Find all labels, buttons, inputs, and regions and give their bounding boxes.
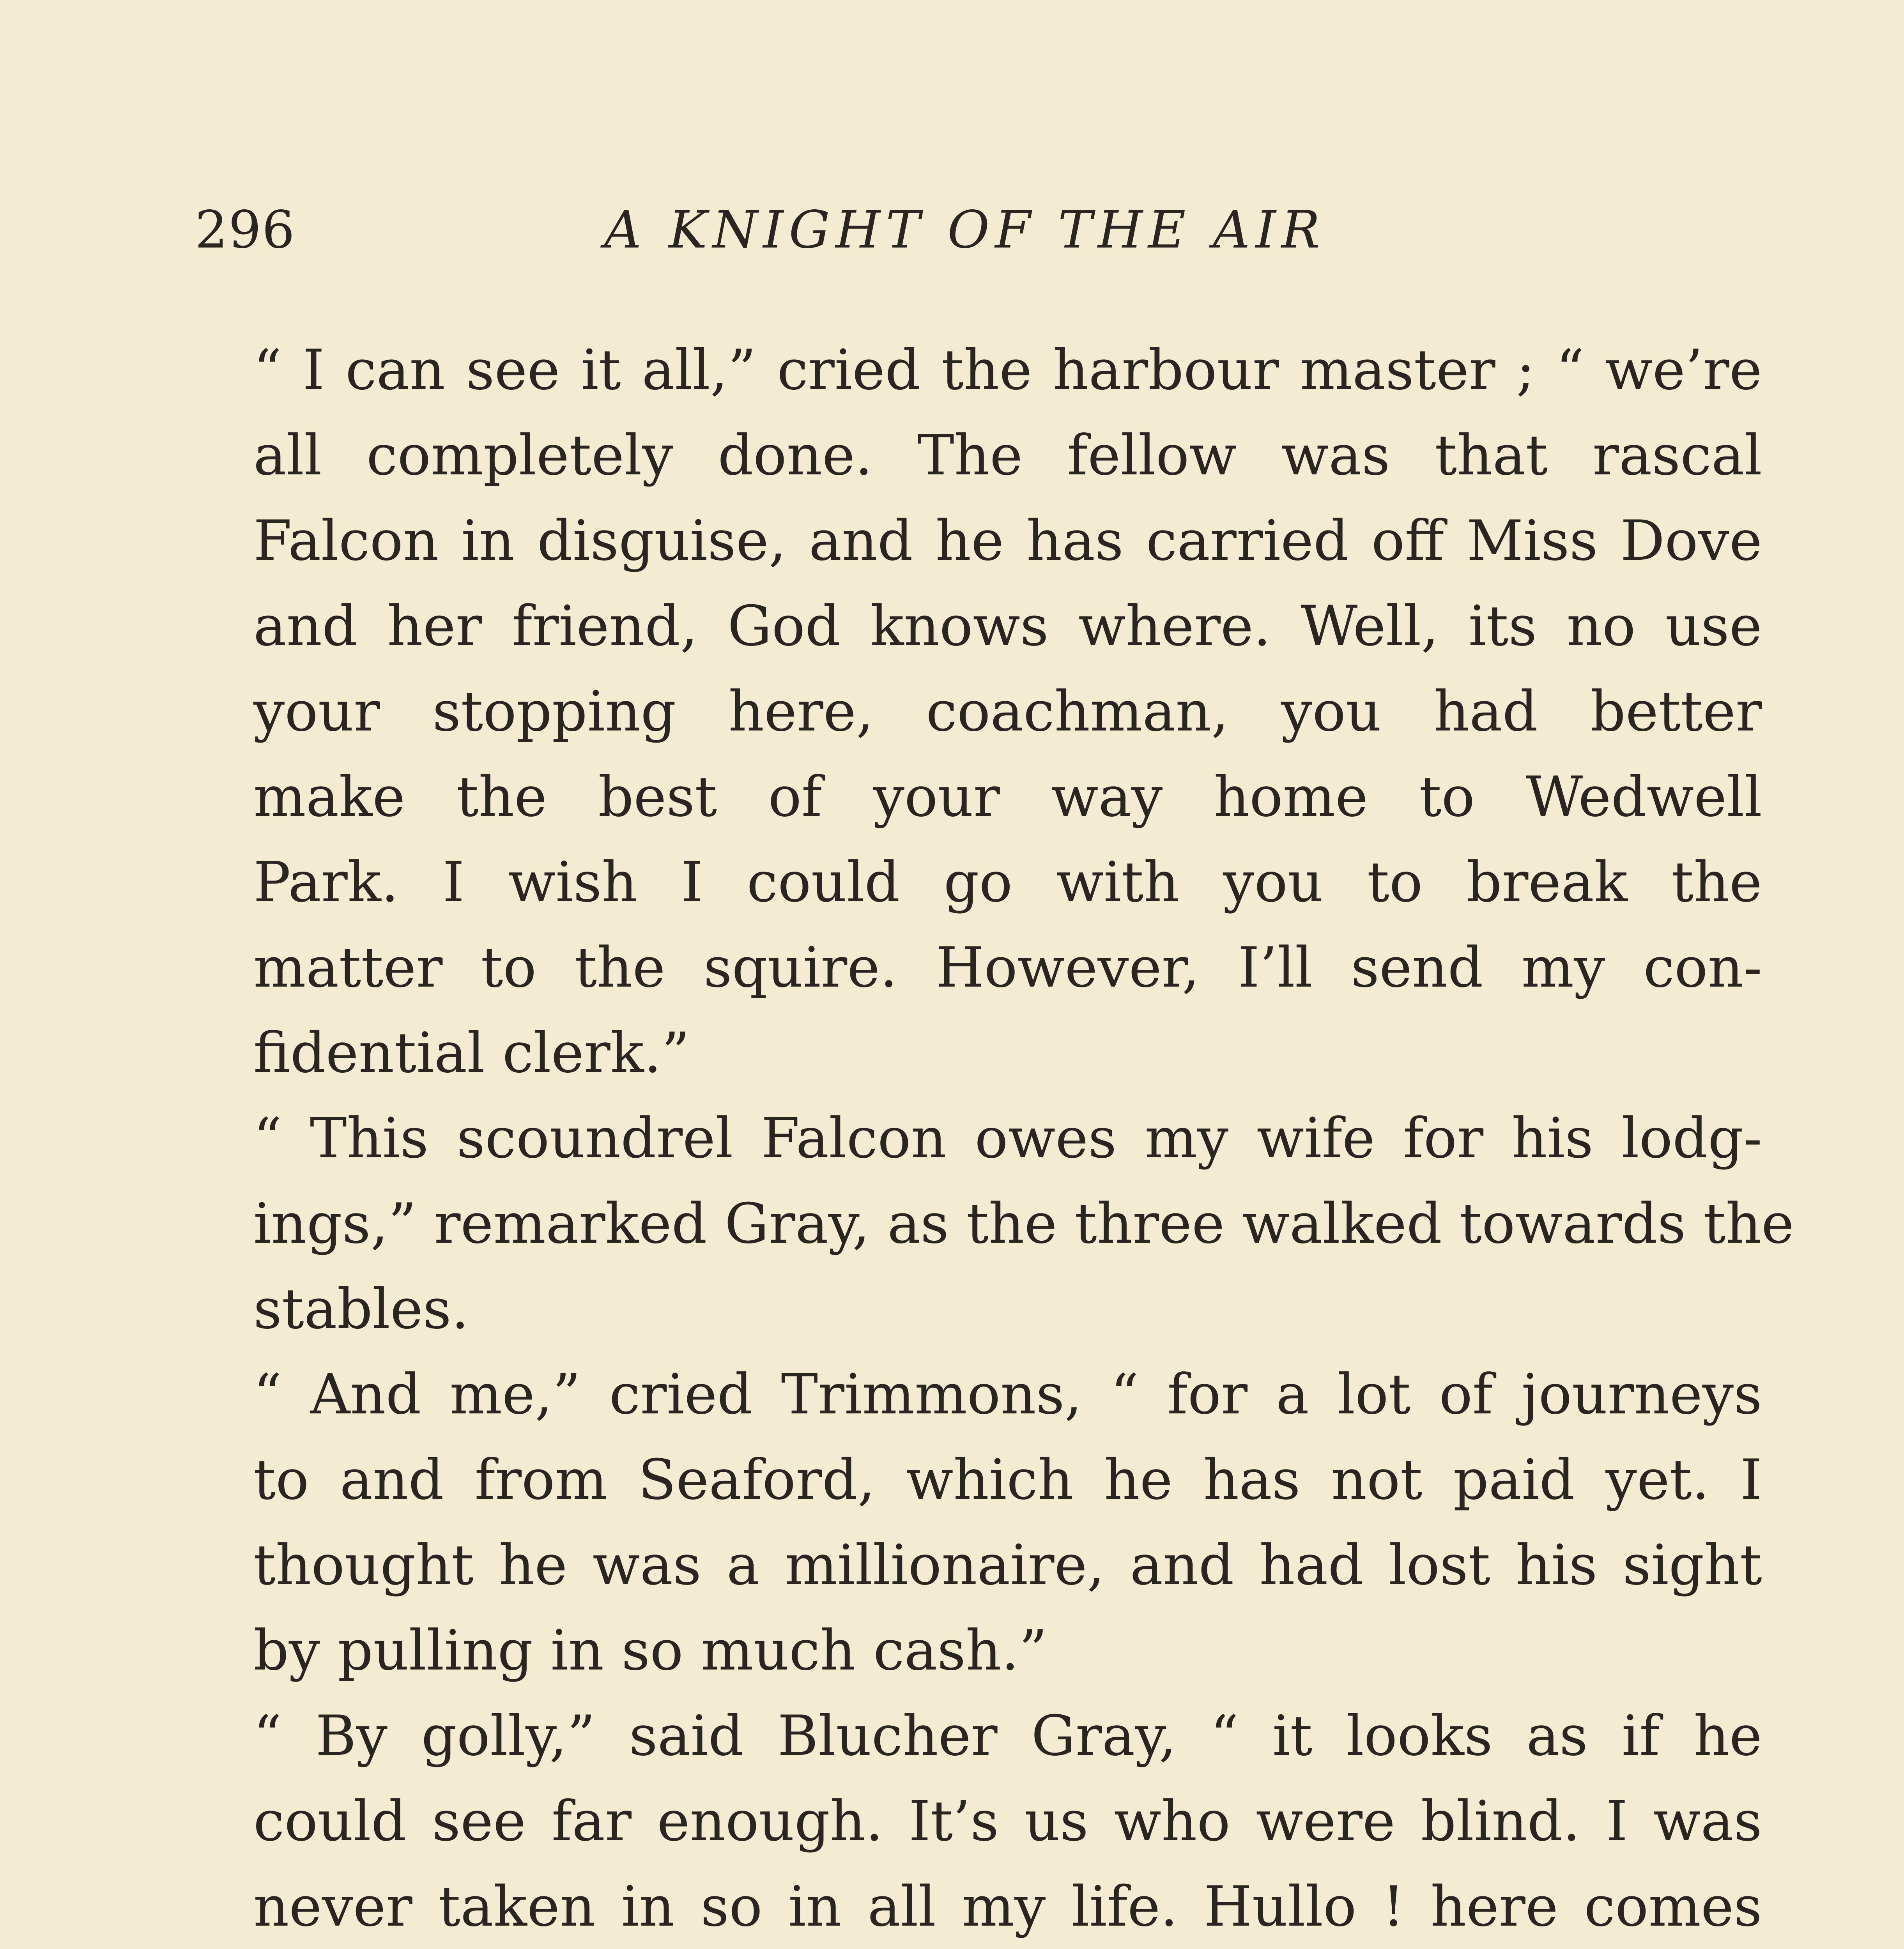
- text-line: and her friend, God knows where. Well, its no use: [253, 594, 1762, 658]
- paragraph: [195, 1096, 1794, 1352]
- text-line: Falcon in disguise, and he has carried off Miss Dove: [253, 509, 1762, 573]
- text-line: “ This scoundrel Falcon owes my wife for his lodg-: [253, 1106, 1762, 1171]
- text-line: by pulling in so much cash.”: [253, 1618, 1048, 1683]
- text-line: fidential clerk.”: [253, 1021, 690, 1085]
- text-line: ings,” remarked Gray, as the three walked towards the: [253, 1192, 1794, 1256]
- text-line: Park. I wish I could go with you to break the: [253, 850, 1762, 914]
- text-line: all completely done. The fellow was that rascal: [253, 423, 1762, 488]
- text-line: to and from Seaford, which he has not paid yet. I: [253, 1448, 1762, 1512]
- text-line: never taken in so in all my life. Hullo ! here comes: [253, 1875, 1762, 1939]
- page-header: [195, 197, 1762, 263]
- text-line: “ And me,” cried Trimmons, “ for a lot of journeys: [253, 1362, 1762, 1427]
- text-line: thought he was a millionaire, and had lost his sight: [253, 1533, 1762, 1597]
- text-line: your stopping here, coachman, you had better: [253, 679, 1762, 744]
- page-number: 296: [195, 200, 296, 260]
- text-line: “ By golly,” said Blucher Gray, “ it looks as if he: [253, 1704, 1762, 1768]
- paragraph: [195, 1693, 1762, 1949]
- text-line: matter to the squire. However, I’ll send my con-: [253, 936, 1762, 1000]
- text-line: “ I can see it all,” cried the harbour master ; “ we’re: [253, 338, 1762, 402]
- running-title: A KNIGHT OF THE AIR: [604, 200, 1326, 260]
- text-line: make the best of your way home to Wedwell: [253, 765, 1762, 829]
- paragraph: [195, 327, 1762, 1096]
- text-line: stables.: [253, 1277, 469, 1341]
- paragraph: [195, 1352, 1762, 1693]
- body-text: [195, 327, 1794, 1949]
- text-line: could see far enough. It’s us who were blind. I was: [253, 1789, 1762, 1853]
